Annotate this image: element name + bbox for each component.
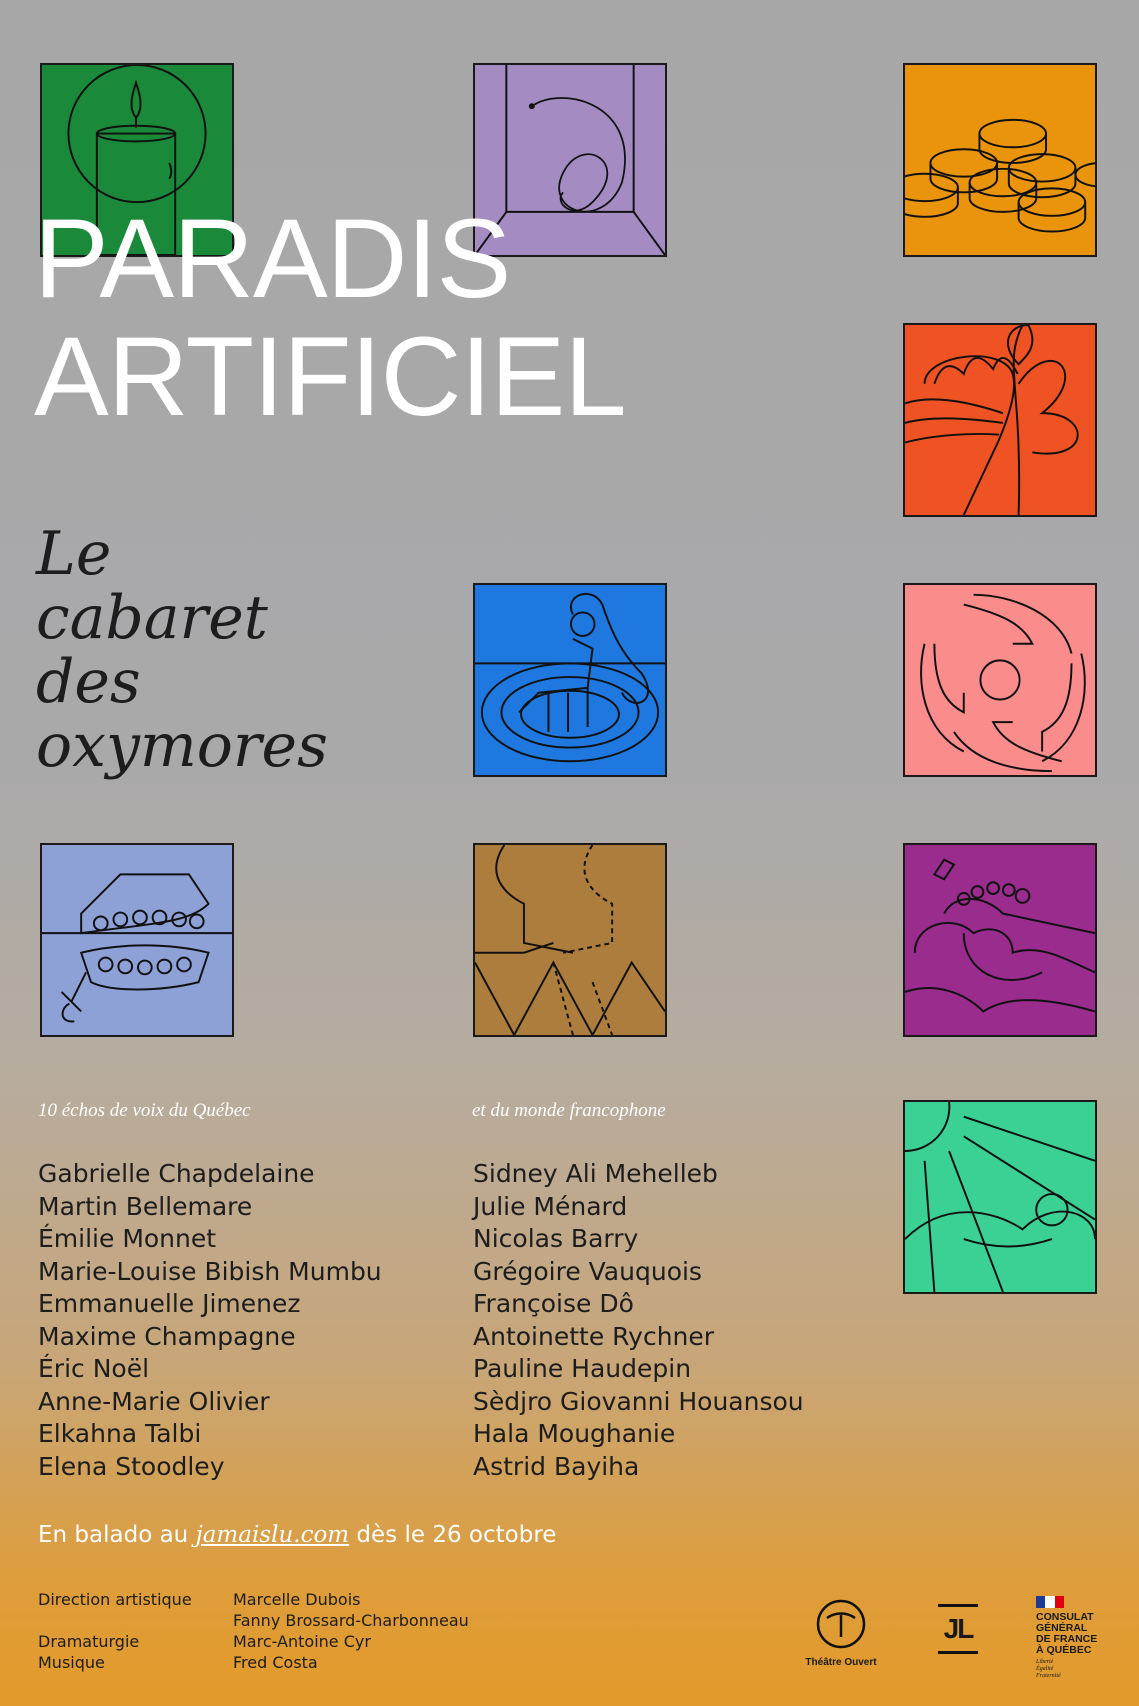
author-name: Maxime Champagne <box>38 1321 296 1351</box>
author-name: Éric Noël <box>38 1354 150 1383</box>
podcast-line <box>38 1522 556 1548</box>
jl-logo <box>938 1604 978 1654</box>
authors-list-right <box>473 1158 804 1483</box>
sunbather-illustration <box>903 1100 1097 1294</box>
author-name: Martin Bellemare <box>38 1191 253 1221</box>
author-name: Émilie Monnet <box>38 1224 217 1253</box>
hands-icon <box>905 585 1095 775</box>
credit-person: Fanny Brossard-Charbonneau <box>233 1611 469 1630</box>
credit-role: Direction artistique <box>38 1590 192 1609</box>
author-name: Anne-Marie Olivier <box>38 1386 270 1416</box>
credit-person: Marc-Antoine Cyr <box>233 1632 371 1651</box>
podcast-text-after: dès le 26 octobre <box>349 1522 557 1548</box>
author-name: Françoise Dô <box>473 1289 634 1318</box>
consulat-line: CONSULAT <box>1036 1611 1094 1623</box>
credits-roles <box>38 1589 192 1673</box>
mirror-icon <box>475 845 665 1035</box>
consulat-logo <box>1036 1596 1116 1680</box>
credit-role: Dramaturgie <box>38 1632 140 1651</box>
author-name: Astrid Bayiha <box>473 1451 640 1481</box>
author-name: Hala Moughanie <box>473 1419 676 1448</box>
author-name: Nicolas Barry <box>473 1224 639 1253</box>
author-name: Elkahna Talbi <box>38 1419 202 1448</box>
feet-icon <box>905 845 1095 1035</box>
subtitle-line-1: Le <box>36 519 112 589</box>
author-name: Marie-Louise Bibish Mumbu <box>38 1256 382 1286</box>
author-name: Elena Stoodley <box>38 1451 225 1481</box>
title-line-2: ARTIFICIEL <box>34 314 626 439</box>
author-name: Antoinette Rychner <box>473 1321 715 1351</box>
subtitle-line-4: oxymores <box>36 711 328 781</box>
devise-text <box>1036 1659 1116 1680</box>
subtitle <box>36 519 328 781</box>
feet-cloud-illustration <box>903 843 1097 1037</box>
theatre-ouvert-label: Théâtre Ouvert <box>805 1657 877 1668</box>
consulat-line: À QUÉBEC <box>1036 1644 1092 1656</box>
credit-role: Musique <box>38 1653 105 1672</box>
credits-people <box>233 1589 469 1673</box>
tagline-right: et du monde francophone <box>472 1100 666 1121</box>
teeth-icon <box>42 845 232 1035</box>
jl-logo-text: JL <box>943 1613 973 1644</box>
pool-icon <box>475 585 665 775</box>
pointing-hands-illustration <box>903 583 1097 777</box>
author-name: Gabrielle Chapdelaine <box>38 1159 315 1188</box>
pool-person-illustration <box>473 583 667 777</box>
main-title <box>34 196 626 439</box>
tagline-left: 10 échos de voix du Québec <box>38 1100 251 1121</box>
authors-list-left <box>38 1158 382 1483</box>
consulat-line: DE FRANCE <box>1036 1633 1098 1645</box>
credit-person: Fred Costa <box>233 1653 318 1672</box>
credit-role <box>38 1610 192 1631</box>
author-name: Julie Ménard <box>473 1191 628 1221</box>
coins-illustration <box>903 63 1097 257</box>
author-name: Sidney Ali Mehelleb <box>473 1159 718 1188</box>
title-line-1: PARADIS <box>34 196 511 321</box>
french-flag-icon <box>1036 1596 1064 1608</box>
fist-icon <box>905 325 1095 515</box>
theatre-ouvert-icon <box>815 1598 867 1650</box>
subtitle-line-3: des <box>36 647 141 717</box>
mirror-figures-illustration <box>473 843 667 1037</box>
author-name: Sèdjro Giovanni Houansou <box>473 1386 804 1416</box>
consulat-line: GÉNÉRAL <box>1036 1622 1088 1634</box>
author-name: Pauline Haudepin <box>473 1354 692 1383</box>
theatre-ouvert-logo <box>793 1598 889 1668</box>
fist-flower-illustration <box>903 323 1097 517</box>
podcast-text-before: En balado au <box>38 1522 196 1548</box>
author-name: Grégoire Vauquois <box>473 1256 702 1286</box>
subtitle-line-2: cabaret <box>36 583 268 653</box>
website-link[interactable]: jamaislu.com <box>195 1522 350 1548</box>
consulat-name <box>1036 1612 1116 1656</box>
wind-up-teeth-illustration <box>40 843 234 1037</box>
devise-line: Égalité <box>1036 1666 1054 1672</box>
coins-icon <box>905 65 1095 255</box>
devise-line: Liberté <box>1036 1659 1054 1665</box>
credit-person: Marcelle Dubois <box>233 1590 361 1609</box>
sun-icon <box>905 1102 1095 1292</box>
devise-line: Fraternité <box>1036 1673 1061 1679</box>
author-name: Emmanuelle Jimenez <box>38 1289 301 1318</box>
